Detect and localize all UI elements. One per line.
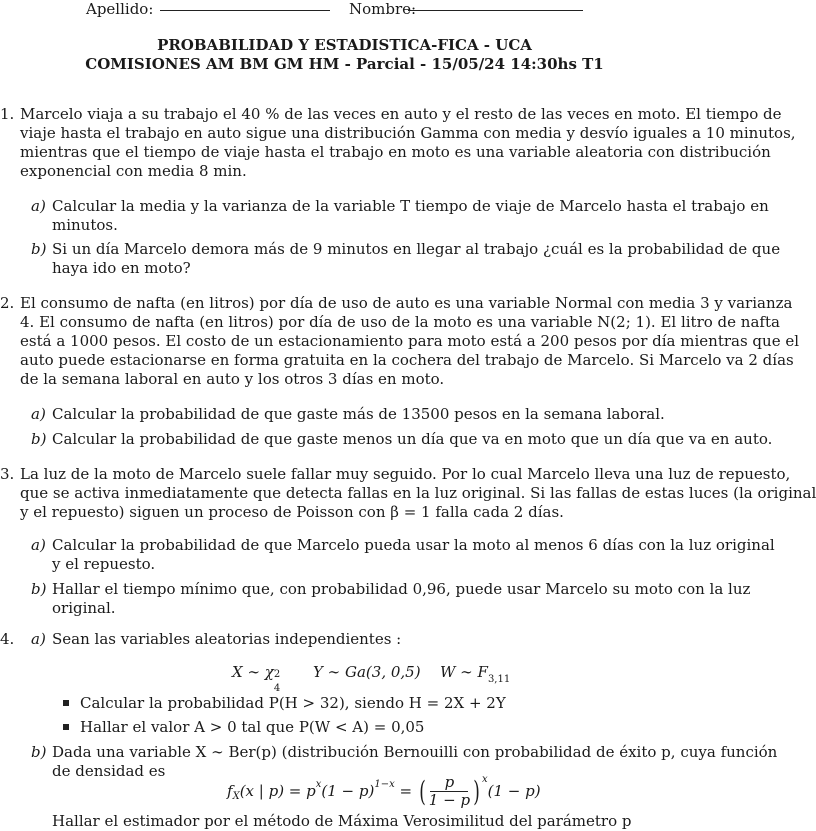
q1-line-2: viaje hasta el trabajo en auto sigue una distribución Gamma con media y desvío iguales a 10 minutos, [20,124,796,142]
formula-fraction [429,774,470,809]
formula-f: f [227,782,233,800]
q3-line-1: La luz de la moto de Marcelo suele fallar muy seguido. Por lo cual Marcelo lleva una luz de repuesto, [20,465,791,483]
q4a-bullet-1: Calcular la probabilidad P(H > 32), siendo H = 2X + 2Y [80,694,506,712]
q1a-line-1: Calcular la media y la varianza de la variable T tiempo de viaje de Marcelo hasta el trabajo en [52,197,769,215]
formula-tail: (1 − p) [487,782,541,800]
apellido-blank-line[interactable] [160,10,330,11]
formula-exp3: x [481,773,488,785]
nombre-label: Nombre: [349,0,417,18]
q3b-line-2: original. [52,599,116,617]
q4b-final: Hallar el estimador por el método de Máxima Verosimilitud del parámetro p [52,812,632,830]
var-x-sub: 4 [273,683,281,694]
formula-eq: = [394,782,417,800]
q1b-line-1: Si un día Marcelo demora más de 9 minutos en llegar al trabajo ¿cuál es la probabilidad de que [52,240,781,258]
q1b-label: b) [31,240,47,258]
q1-number: 1. [0,105,15,123]
q3a-line-2: y el repuesto. [52,555,156,573]
formula-frac-den: 1 − p [428,790,471,809]
q2-line-2: 4. El consumo de nafta (en litros) por día de uso de la moto es una variable N(2; 1). El litro de nafta [20,313,780,331]
apellido-label: Apellido: [86,0,154,18]
formula-right-paren: ) [473,774,480,808]
exam-subtitle: COMISIONES AM BM GM HM - Parcial - 15/05/24 14:30hs T1 [85,55,604,73]
bullet-2-icon [63,724,69,730]
q3-line-3: y el repuesto) siguen un proceso de Poisson con β = 1 falla cada 2 días. [20,503,564,521]
var-w-text: W ∼ F [440,663,488,681]
nombre-blank-line[interactable] [408,10,583,11]
formula-f-sub: X [232,790,240,802]
formula-exp2: 1−x [374,778,395,790]
var-w-fisher [440,663,511,685]
q1-line-3: mientras que el tiempo de viaje hasta el trabajo en moto es una variable aleatoria con distribución [20,143,771,161]
bernoulli-density-formula [227,771,541,811]
var-x-text: X ∼ χ [232,663,274,681]
q3-number: 3. [0,465,15,483]
bullet-1-icon [63,700,69,706]
q2-line-4: auto puede estacionarse en forma gratuita en la cochera del trabajo de Marcelo. Si Marcelo va 2 días [20,351,794,369]
formula-exp1: x [315,778,322,790]
q4a-bullet-2: Hallar el valor A > 0 tal que P(W < A) = 0,05 [80,718,425,736]
q2-line-5: de la semana laboral en auto y los otros 3 días en moto. [20,370,445,388]
formula-mid: (1 − p) [321,782,375,800]
q1a-label: a) [31,197,46,215]
q2b-text: Calcular la probabilidad de que gaste menos un día que va en moto que un día que va en auto. [52,430,773,448]
q3b-line-1: Hallar el tiempo mínimo que, con probabilidad 0,96, puede usar Marcelo su moto con la luz [52,580,751,598]
q4b-line-1: Dada una variable X ∼ Ber(p) (distribución Bernouilli con probabilidad de éxito p, cuya función [52,743,778,761]
q1a-line-2: minutos. [52,216,118,234]
q3a-line-1: Calcular la probabilidad de que Marcelo pueda usar la moto al menos 6 días con la luz original [52,536,775,554]
q4a-label: a) [31,630,46,648]
q3a-label: a) [31,536,46,554]
q2b-label: b) [31,430,47,448]
q2-line-1: El consumo de nafta (en litros) por día de uso de auto es una variable Normal con media 3 y varianza [20,294,793,312]
q4-number: 4. [0,630,15,648]
q2-line-3: está a 1000 pesos. El costo de un estacionamiento para moto está a 200 pesos por día mientras que el [20,332,800,350]
q2a-label: a) [31,405,46,423]
q2-number: 2. [0,294,15,312]
q4b-line-2: de densidad es [52,762,166,780]
formula-frac-num: p [444,772,455,791]
q4a-text: Sean las variables aleatorias independientes : [52,630,402,648]
q2a-text: Calcular la probabilidad de que gaste más de 13500 pesos en la semana laboral. [52,405,665,423]
formula-args: (x | p) = p [239,782,316,800]
q4b-label: b) [31,743,47,761]
var-w-sub: 3,11 [487,674,511,685]
q1-line-1: Marcelo viaja a su trabajo el 40 % de las veces en auto y el resto de las veces en moto. El tiempo de [20,105,782,123]
var-y-gamma: Y ∼ Ga(3, 0,5) [313,663,421,681]
var-x-sup: 2 [273,669,281,680]
q1-line-4: exponencial con media 8 min. [20,162,247,180]
q3b-label: b) [31,580,47,598]
q1b-line-2: haya ido en moto? [52,259,191,277]
formula-left-paren: ( [419,774,426,808]
q3-line-2: que se activa inmediatamente que detecta fallas en la luz original. Si las fallas de estas luces (la original [20,484,816,502]
exam-title: PROBABILIDAD Y ESTADISTICA-FICA - UCA [157,36,532,54]
var-x-chi-square [232,663,282,694]
